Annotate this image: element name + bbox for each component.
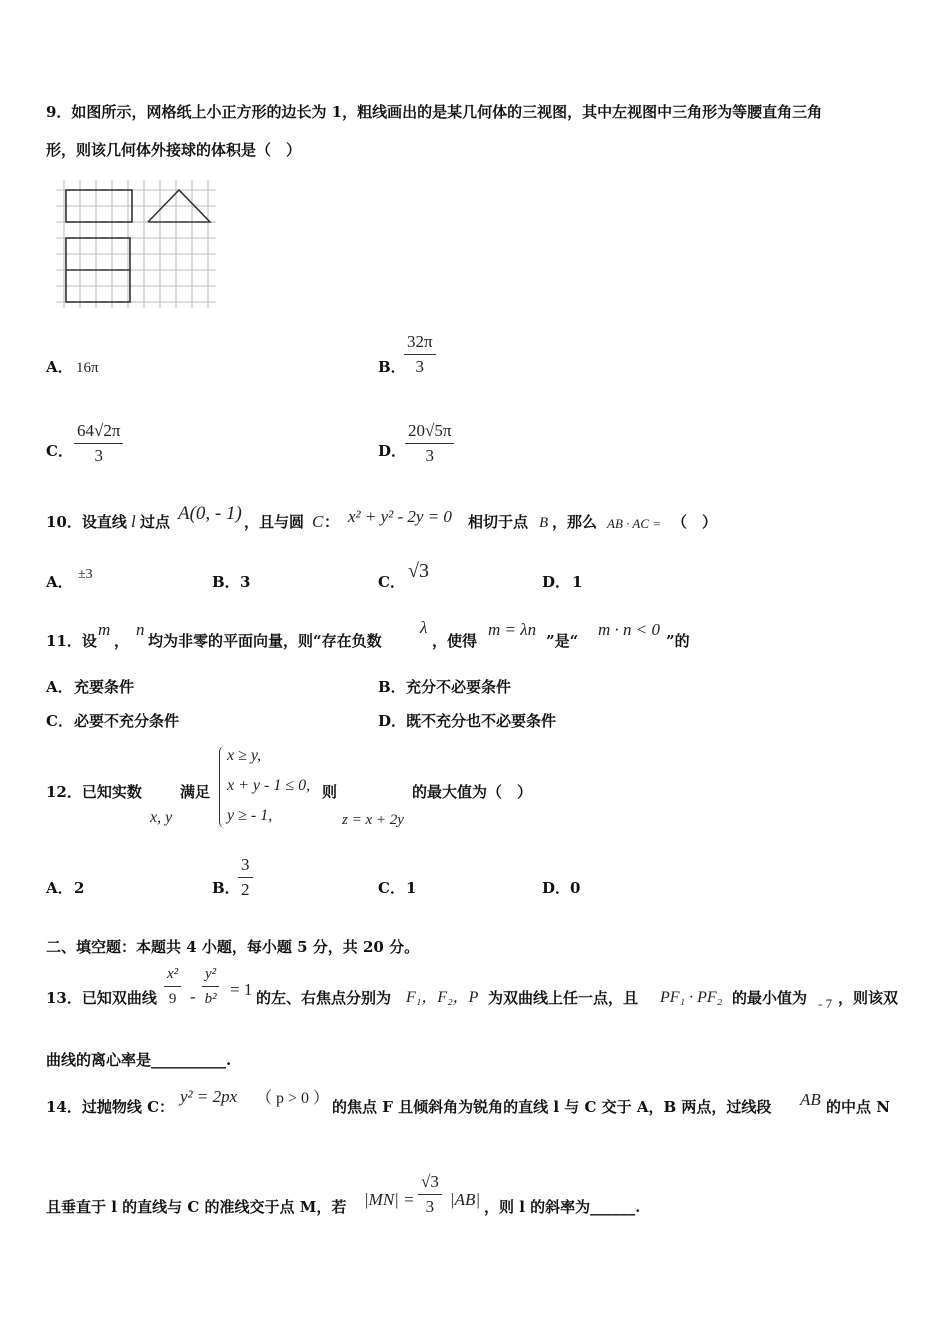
- q9-option-c-fraction: [74, 419, 123, 468]
- q13-text-d: 的最小值为: [732, 989, 808, 1007]
- q12-text-c: 则: [322, 783, 338, 801]
- q12-text-d: 的最大值为（ ）: [412, 783, 533, 801]
- q9-option-c-label: C．: [46, 442, 73, 460]
- q13-text-c: 为双曲线上任一点，且: [488, 989, 639, 1007]
- q10-option-a-value: ±3: [78, 567, 93, 582]
- q11-option-a-value: 充要条件: [74, 678, 135, 696]
- q9-line2: 形，则该几何体外接球的体积是（ ）: [46, 141, 302, 159]
- q14-text-c: 的中点 N: [826, 1098, 890, 1116]
- q14-abs-mn: |MN| =: [364, 1190, 415, 1209]
- q9-option-b-num: 32π: [404, 330, 436, 355]
- q13-text-b: 的左、右焦点分别为: [256, 989, 392, 1007]
- q10-text-c: ，且与圆: [244, 513, 305, 531]
- q12-text-a: 12．已知实数: [46, 783, 142, 801]
- q9-option-a-value: 16π: [76, 360, 99, 376]
- q14-line2-b: ，则 l 的斜率为______.: [484, 1198, 641, 1216]
- q10-point-a: A(0, - 1): [178, 503, 242, 524]
- q10-text-a: 10．设直线: [46, 513, 127, 531]
- q12-option-d-value: 0: [570, 879, 581, 897]
- q11-comma: ，: [114, 632, 130, 650]
- q14-segment-ab: AB: [800, 1090, 821, 1109]
- q9-option-b-fraction: [404, 330, 436, 379]
- q13-frac-x-den: 9: [168, 991, 177, 1007]
- q14-abs-ab: |AB|: [450, 1190, 481, 1209]
- q12-variables: x, y: [150, 809, 173, 826]
- q12-objective: z = x + 2y: [342, 812, 404, 828]
- q9-option-b-den: 3: [415, 357, 425, 376]
- q10-option-a-label: A．: [46, 573, 73, 591]
- q13-minus: -: [190, 987, 196, 1006]
- q14-p-condition: （ p > 0 ）: [256, 1090, 330, 1107]
- q14-text-b: 的焦点 F 且倾斜角为锐角的直线 l 与 C 交于 A，B 两点，过线段: [332, 1098, 772, 1116]
- q13-frac-y-den: b²: [204, 991, 217, 1007]
- q12-option-c-label: C．: [378, 879, 405, 897]
- q12-option-b-num: 3: [238, 853, 253, 878]
- q10-option-b-value: 3: [240, 573, 251, 591]
- q10-point-b: B: [539, 515, 549, 531]
- q11-vector-m: m: [98, 620, 111, 639]
- q14-parabola: y² = 2px: [180, 1087, 238, 1106]
- q11-option-b-label: B．: [378, 678, 406, 696]
- q12-option-c-value: 1: [406, 879, 417, 897]
- q11-lambda: λ: [420, 618, 428, 637]
- q13-text-a: 13．已知双曲线: [46, 989, 157, 1007]
- q12-option-b-den: 2: [241, 880, 250, 899]
- q14-text-a: 14．过抛物线 C：: [46, 1098, 175, 1116]
- q11-text-c: ，使得: [432, 632, 478, 650]
- q10-line-l: l: [131, 512, 136, 531]
- q11-option-d-label: D．: [378, 712, 407, 730]
- q11-option-b-value: 充分不必要条件: [406, 678, 512, 696]
- q11-option-c-value: 必要不充分条件: [74, 712, 180, 730]
- q11-option-c-label: C．: [46, 712, 73, 730]
- q10-dot-expression: AB · AC =: [607, 516, 662, 531]
- q13-min-value: - 7: [818, 996, 833, 1011]
- q14-line2-a: 且垂直于 l 的直线与 C 的准线交于点 M，若: [46, 1198, 347, 1216]
- q12-option-b-fraction: [238, 853, 253, 902]
- q13-dot-product: PF₁ · PF₂: [660, 989, 723, 1006]
- q12-option-d-label: D．: [542, 879, 571, 897]
- q13-equals-one: = 1: [230, 980, 253, 999]
- q10-option-d-label: D．: [542, 573, 571, 591]
- q14-frac-den: 3: [425, 1197, 435, 1216]
- q13-foci: F₁，F₂，P: [406, 989, 479, 1006]
- q10-text-b: 过点: [140, 513, 171, 531]
- q9-option-d-den: 3: [425, 446, 434, 465]
- q11-option-d-value: 既不充分也不必要条件: [406, 712, 557, 730]
- q9-option-d-label: D．: [378, 442, 407, 460]
- q10-text-e: ，那么: [552, 513, 598, 531]
- q10-text-d: 相切于点: [468, 513, 529, 531]
- q12-condition-2: x + y - 1 ≤ 0,: [227, 777, 311, 794]
- q11-inequality: m · n < 0: [598, 620, 660, 639]
- q12-option-a-label: A．: [46, 879, 73, 897]
- q11-text-b: 均为非零的平面向量，则“存在负数: [148, 632, 382, 650]
- q10-circle-equation: x² + y² - 2y = 0: [348, 507, 452, 526]
- q13-fraction-x: [164, 962, 181, 1011]
- q9-option-c-den: 3: [94, 446, 103, 465]
- q10-text-f: （ ）: [672, 513, 718, 531]
- q13-fraction-y: [202, 962, 219, 1011]
- q9-option-b-label: B．: [378, 358, 406, 376]
- q13-frac-x-num: x²: [164, 962, 181, 987]
- section-2-heading: 二、填空题：本题共 4 小题，每小题 5 分，共 20 分。: [46, 938, 420, 956]
- q11-vector-n: n: [136, 620, 145, 639]
- q9-line1: 9．如图所示，网格纸上小正方形的边长为 1，粗线画出的是某几何体的三视图，其中左视图中三角形为等腰直角三角: [46, 103, 823, 121]
- q9-option-d-num: 20√5π: [405, 419, 454, 444]
- q10-circle-name: C: [312, 512, 324, 531]
- q12-option-a-value: 2: [74, 879, 85, 897]
- q13-frac-y-num: y²: [202, 962, 219, 987]
- q10-option-b-label: B．: [212, 573, 240, 591]
- q11-text-e: ”的: [666, 632, 690, 650]
- q11-equation: m = λn: [488, 620, 537, 639]
- q12-condition-1: x ≥ y,: [227, 747, 262, 764]
- q11-text-d: ”是“: [546, 632, 579, 650]
- q12-option-b-label: B．: [212, 879, 240, 897]
- q11-option-a-label: A．: [46, 678, 73, 696]
- q12-system-brace: [219, 746, 226, 828]
- q9-option-a-label: A．: [46, 358, 73, 376]
- three-view-grid-figure: [56, 180, 226, 315]
- q10-option-c-label: C．: [378, 573, 405, 591]
- q10-colon: ：: [324, 513, 340, 531]
- q9-option-c-num: 64√2π: [74, 419, 123, 444]
- q11-text-a: 11．设: [46, 632, 97, 650]
- q10-option-d-value: 1: [572, 573, 583, 591]
- q9-option-d-fraction: [405, 419, 454, 468]
- q13-line2: 曲线的离心率是__________.: [46, 1051, 232, 1069]
- q12-text-b: 满足: [180, 783, 211, 801]
- q14-sqrt3-over-3: [418, 1170, 442, 1219]
- q14-frac-num: √3: [418, 1170, 442, 1195]
- q10-option-c-value: √3: [408, 560, 429, 582]
- q12-condition-3: y ≥ - 1,: [227, 807, 273, 824]
- q13-text-e: ，则该双: [838, 989, 899, 1007]
